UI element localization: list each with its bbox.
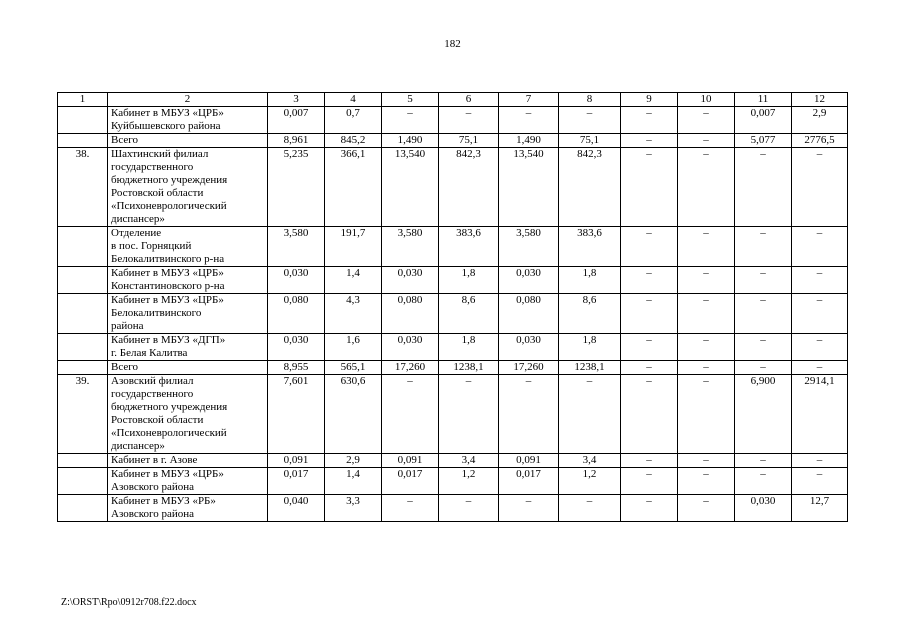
value-cell: 6,900 [735,375,792,454]
table-row [58,294,848,334]
value-cell: – [499,495,559,522]
value-cell: – [621,294,678,334]
value-cell: 3,4 [439,454,499,468]
table-row [58,334,848,361]
table-row [58,361,848,375]
value-cell: – [678,495,735,522]
value-cell: – [678,334,735,361]
table-row [58,267,848,294]
row-number-cell [58,294,108,334]
value-cell: 0,040 [268,495,325,522]
value-cell: – [621,375,678,454]
value-cell: – [499,107,559,134]
column-header: 6 [439,93,499,107]
value-cell: 75,1 [439,134,499,148]
value-cell: – [499,375,559,454]
value-cell: 1,8 [439,267,499,294]
value-cell: 0,091 [268,454,325,468]
value-cell: 1,2 [439,468,499,495]
value-cell: – [735,267,792,294]
row-number-cell [58,495,108,522]
value-cell: 0,080 [268,294,325,334]
column-header: 12 [792,93,848,107]
value-cell: – [559,495,621,522]
value-cell: 0,091 [382,454,439,468]
value-cell: 0,030 [268,267,325,294]
value-cell: 75,1 [559,134,621,148]
value-cell: 842,3 [439,148,499,227]
value-cell: 0,030 [499,267,559,294]
value-cell: – [678,294,735,334]
name-cell: Отделение в пос. Горняцкий Белокалитвинского р-на [108,227,268,267]
value-cell: 4,3 [325,294,382,334]
value-cell: – [621,468,678,495]
value-cell: 8,955 [268,361,325,375]
table-header-row [58,93,848,107]
value-cell: – [621,495,678,522]
table-body [58,107,848,522]
table-row [58,468,848,495]
value-cell: 0,007 [268,107,325,134]
value-cell: 1,8 [559,334,621,361]
value-cell: – [382,495,439,522]
value-cell: – [792,334,848,361]
value-cell: – [735,148,792,227]
value-cell: – [735,294,792,334]
row-number-cell: 39. [58,375,108,454]
value-cell: 845,2 [325,134,382,148]
value-cell: 383,6 [559,227,621,267]
row-number-cell [58,361,108,375]
value-cell: – [621,107,678,134]
value-cell: 0,080 [382,294,439,334]
value-cell: – [439,495,499,522]
value-cell: 0,080 [499,294,559,334]
value-cell: 0,7 [325,107,382,134]
table-row [58,375,848,454]
value-cell: 0,030 [382,334,439,361]
column-header: 3 [268,93,325,107]
value-cell: – [678,454,735,468]
value-cell: 1,8 [439,334,499,361]
name-cell: Кабинет в МБУЗ «ЦРБ» Белокалитвинского района [108,294,268,334]
value-cell: – [735,227,792,267]
column-header: 5 [382,93,439,107]
value-cell: 8,6 [559,294,621,334]
value-cell: 0,091 [499,454,559,468]
file-path-footer: Z:\ORST\Rpo\0912r708.f22.docx [61,597,197,608]
value-cell: 1,6 [325,334,382,361]
value-cell: 3,580 [382,227,439,267]
value-cell: 366,1 [325,148,382,227]
value-cell: 2,9 [792,107,848,134]
value-cell: – [792,294,848,334]
column-header: 2 [108,93,268,107]
page-number: 182 [444,38,461,50]
value-cell: 191,7 [325,227,382,267]
value-cell: 0,030 [499,334,559,361]
name-cell: Кабинет в МБУЗ «ДГП» г. Белая Калитва [108,334,268,361]
value-cell: – [735,361,792,375]
value-cell: 17,260 [382,361,439,375]
name-cell: Кабинет в МБУЗ «ЦРБ» Куйбышевского района [108,107,268,134]
table-row [58,134,848,148]
name-cell: Кабинет в МБУЗ «РБ» Азовского района [108,495,268,522]
value-cell: 2914,1 [792,375,848,454]
table-row [58,148,848,227]
value-cell: – [792,227,848,267]
value-cell: 1,490 [499,134,559,148]
value-cell: 13,540 [499,148,559,227]
value-cell: 842,3 [559,148,621,227]
value-cell: – [678,227,735,267]
value-cell: – [621,134,678,148]
table-row [58,107,848,134]
value-cell: – [735,454,792,468]
value-cell: 1238,1 [439,361,499,375]
value-cell: 1,4 [325,267,382,294]
column-header: 10 [678,93,735,107]
value-cell: 5,235 [268,148,325,227]
column-header: 11 [735,93,792,107]
name-cell: Шахтинский филиал государственного бюджетного учреждения Ростовской области «Психоневрологический диспансер» [108,148,268,227]
value-cell: 13,540 [382,148,439,227]
value-cell: 8,6 [439,294,499,334]
value-cell: – [792,267,848,294]
name-cell: Кабинет в МБУЗ «ЦРБ» Азовского района [108,468,268,495]
value-cell: 1238,1 [559,361,621,375]
name-cell: Всего [108,134,268,148]
value-cell: 565,1 [325,361,382,375]
row-number-cell [58,334,108,361]
value-cell: 2,9 [325,454,382,468]
value-cell: – [382,107,439,134]
table-row [58,454,848,468]
row-number-cell [58,454,108,468]
value-cell: – [678,107,735,134]
value-cell: – [621,148,678,227]
row-number-cell [58,468,108,495]
value-cell: – [439,375,499,454]
name-cell: Кабинет в г. Азове [108,454,268,468]
value-cell: 1,490 [382,134,439,148]
value-cell: 0,030 [382,267,439,294]
value-cell: 3,580 [499,227,559,267]
value-cell: 8,961 [268,134,325,148]
value-cell: 7,601 [268,375,325,454]
value-cell: 3,4 [559,454,621,468]
value-cell: 3,3 [325,495,382,522]
value-cell: – [621,361,678,375]
value-cell: – [678,267,735,294]
table-row [58,227,848,267]
value-cell: – [678,148,735,227]
column-header: 8 [559,93,621,107]
row-number-cell [58,227,108,267]
value-cell: – [382,375,439,454]
value-cell: 0,030 [268,334,325,361]
value-cell: 1,8 [559,267,621,294]
value-cell: – [559,107,621,134]
value-cell: 1,2 [559,468,621,495]
value-cell: – [559,375,621,454]
row-number-cell [58,267,108,294]
column-header: 1 [58,93,108,107]
value-cell: 0,030 [735,495,792,522]
column-header: 9 [621,93,678,107]
value-cell: – [621,267,678,294]
table-row [58,495,848,522]
name-cell: Азовский филиал государственного бюджетного учреждения Ростовской области «Психоневрологический диспансер» [108,375,268,454]
value-cell: – [792,454,848,468]
value-cell: – [621,227,678,267]
name-cell: Всего [108,361,268,375]
value-cell: 3,580 [268,227,325,267]
value-cell: 2776,5 [792,134,848,148]
value-cell: – [792,468,848,495]
value-cell: 0,017 [382,468,439,495]
value-cell: – [792,361,848,375]
value-cell: 5,077 [735,134,792,148]
value-cell: – [678,361,735,375]
data-table [57,92,848,522]
value-cell: 630,6 [325,375,382,454]
value-cell: 12,7 [792,495,848,522]
value-cell: – [735,334,792,361]
value-cell: 0,017 [499,468,559,495]
column-header: 4 [325,93,382,107]
column-header: 7 [499,93,559,107]
value-cell: – [621,454,678,468]
value-cell: – [678,375,735,454]
value-cell: – [678,468,735,495]
row-number-cell [58,134,108,148]
value-cell: – [678,134,735,148]
value-cell: – [792,148,848,227]
value-cell: 0,017 [268,468,325,495]
row-number-cell: 38. [58,148,108,227]
value-cell: 1,4 [325,468,382,495]
name-cell: Кабинет в МБУЗ «ЦРБ» Константиновского р-на [108,267,268,294]
value-cell: – [735,468,792,495]
value-cell: 17,260 [499,361,559,375]
value-cell: – [621,334,678,361]
value-cell: 383,6 [439,227,499,267]
row-number-cell [58,107,108,134]
value-cell: 0,007 [735,107,792,134]
value-cell: – [439,107,499,134]
